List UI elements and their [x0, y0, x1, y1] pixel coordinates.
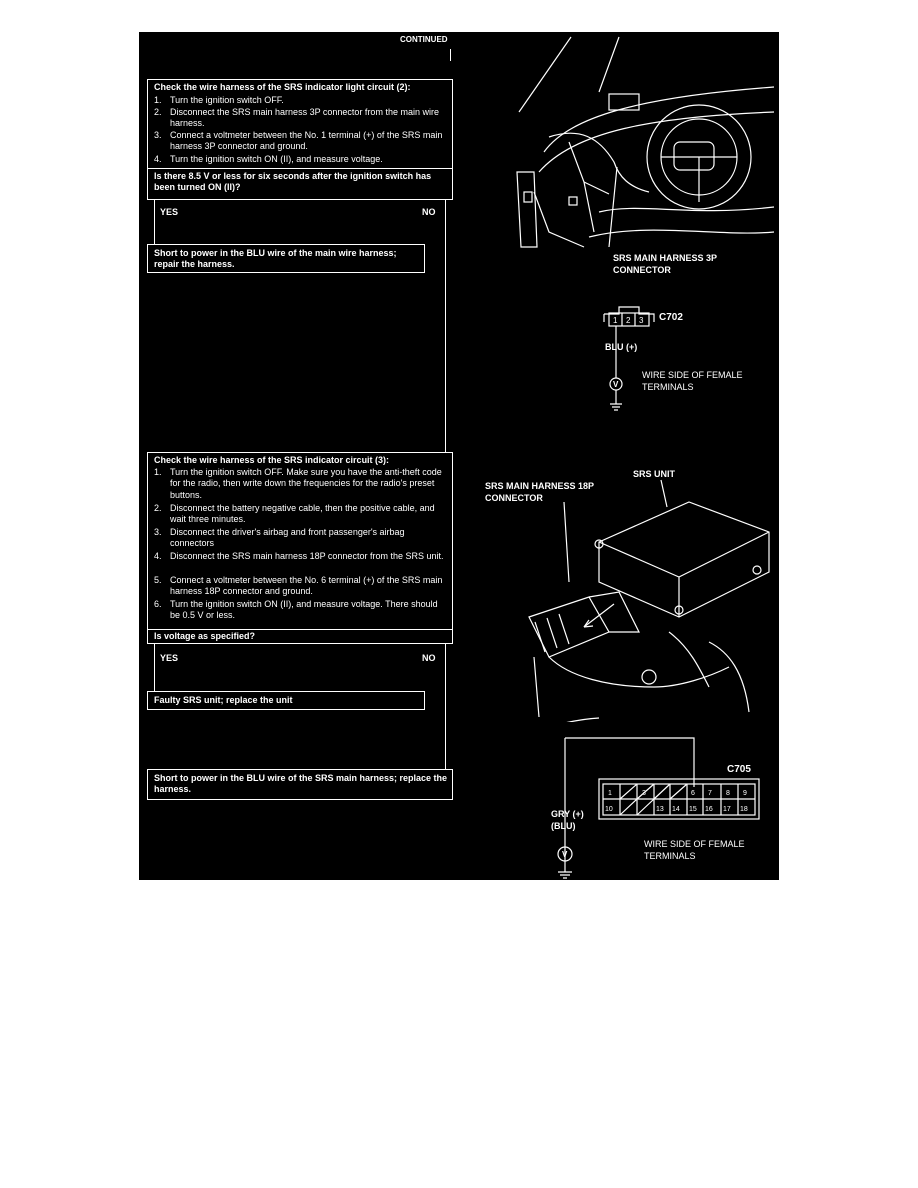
step-text: Turn the ignition switch OFF. — [170, 95, 284, 105]
section1-yes: YES — [160, 207, 179, 217]
c705-wire-label-alt: (BLU) — [551, 821, 576, 831]
step-box-2 — [147, 452, 453, 644]
kick-panel — [517, 172, 537, 247]
section2-step-6 — [154, 599, 448, 622]
dashboard-illustration — [489, 32, 779, 272]
step-text: Disconnect the SRS main harness 18P connector from the SRS unit. — [170, 551, 444, 561]
svg-text:16: 16 — [705, 806, 713, 813]
section1-step-4 — [154, 154, 448, 165]
srs-unit-illustration — [489, 472, 779, 722]
section2-no: NO — [422, 653, 436, 663]
no-line — [445, 200, 446, 453]
c702-side-note: WIRE SIDE OF FEMALE TERMINALS — [642, 370, 743, 392]
pin-3: 3 — [639, 316, 644, 325]
svg-text:14: 14 — [672, 806, 680, 813]
step-text: Turn the ignition switch ON (II), and measure voltage. — [170, 154, 383, 164]
step-number: 1. — [154, 95, 162, 105]
svg-text:7: 7 — [708, 790, 712, 797]
step-text: Turn the ignition switch ON (II), and measure voltage. There should be 0.5 V or less. — [170, 599, 438, 621]
leader-line — [609, 167, 617, 247]
svg-text:9: 9 — [743, 790, 747, 797]
ground-icon — [610, 404, 622, 410]
section2-step-2 — [154, 503, 448, 526]
step-number: 2. — [154, 503, 162, 513]
result-box-3 — [147, 769, 453, 800]
section1-step-1 — [154, 95, 448, 106]
srs-unit-label: SRS UNIT — [633, 469, 676, 479]
svg-text:13: 13 — [656, 806, 664, 813]
connector-leader — [564, 502, 569, 582]
step-number: 4. — [154, 551, 162, 561]
divider — [148, 629, 452, 630]
step-text: Disconnect the driver's airbag and front passenger's airbag connectors — [170, 527, 405, 549]
section2-yes: YES — [160, 653, 179, 663]
section2-step-5 — [154, 575, 448, 598]
c705-wire-label: GRY (+) — [551, 809, 584, 819]
step-number: 3. — [154, 527, 162, 537]
svg-text:10: 10 — [605, 806, 613, 813]
step-box-1 — [147, 79, 453, 200]
divider — [148, 168, 452, 169]
section2-question: Is voltage as specified? — [154, 631, 256, 641]
svg-text:8: 8 — [726, 790, 730, 797]
section1-result-yes: Short to power in the BLU wire of the main wire harness; repair the harness. — [154, 248, 397, 269]
section2-title: Check the wire harness of the SRS indicator circuit (3): — [154, 455, 390, 465]
section2-result-no: Short to power in the BLU wire of the SRS main harness; replace the harness. — [154, 773, 448, 794]
section2-step-4 — [154, 551, 448, 562]
continued-label: CONTINUED — [400, 35, 448, 44]
step-text: Turn the ignition switch OFF. Make sure you have the anti-theft code for the radio, then write down the frequencies for the radio's preset buttons. — [170, 467, 442, 500]
step-text: Connect a voltmeter between the No. 6 terminal (+) of the SRS main harness 18P connector and ground. — [170, 575, 443, 597]
connector-line — [450, 49, 451, 61]
yes-line — [154, 644, 155, 691]
harness-connector — [529, 597, 609, 657]
step-number: 4. — [154, 154, 162, 164]
result-box-1 — [147, 244, 425, 273]
section2-step-1 — [154, 467, 448, 501]
section1-step-2 — [154, 107, 448, 130]
step-number: 5. — [154, 575, 162, 585]
ground-icon — [558, 872, 572, 878]
step-text: Disconnect the SRS main harness 3P connector from the main wire harness. — [170, 107, 439, 129]
yes-line — [154, 200, 155, 244]
svg-text:1: 1 — [608, 790, 612, 797]
srs-unit-leader — [661, 480, 667, 507]
section2-step-3 — [154, 527, 448, 550]
meter-symbol: V — [613, 380, 619, 389]
pin-1: 1 — [613, 316, 618, 325]
step-text: Connect a voltmeter between the No. 1 terminal (+) of the SRS main harness 3P connector and ground. — [170, 130, 443, 152]
c705-label: C705 — [727, 764, 751, 775]
section1-no: NO — [422, 207, 436, 217]
c702-wire-label: BLU (+) — [605, 342, 638, 352]
section1-question: Is there 8.5 V or less for six seconds after the ignition switch has been turned ON (II)? — [154, 171, 432, 192]
c702-connector-diagram — [599, 302, 779, 422]
svg-text:6: 6 — [691, 790, 695, 797]
step-number: 6. — [154, 599, 162, 609]
pin-2: 2 — [626, 316, 631, 325]
svg-text:18: 18 — [740, 806, 748, 813]
step-number: 2. — [154, 107, 162, 117]
step-number: 3. — [154, 130, 162, 140]
section1-title: Check the wire harness of the SRS indicator light circuit (2): — [154, 82, 411, 92]
srs-unit-body — [599, 502, 769, 617]
svg-text:3: 3 — [642, 790, 646, 797]
step-number: 1. — [154, 467, 162, 477]
diagnostic-panel — [139, 32, 779, 880]
section1-step-3 — [154, 130, 448, 153]
c705-side-note: WIRE SIDE OF FEMALE TERMINALS — [644, 839, 745, 861]
c702-label: C702 — [659, 312, 683, 323]
result-box-2 — [147, 691, 425, 710]
harness-18p-label: SRS MAIN HARNESS 18P CONNECTOR — [485, 481, 594, 503]
meter-symbol: V — [562, 850, 568, 859]
windshield-line — [519, 37, 571, 112]
section2-result-yes: Faulty SRS unit; replace the unit — [154, 695, 293, 705]
figure1-label-text: SRS MAIN HARNESS 3P CONNECTOR — [613, 253, 717, 275]
svg-text:17: 17 — [723, 806, 731, 813]
step-text: Disconnect the battery negative cable, then the positive cable, and wait three minutes. — [170, 503, 435, 525]
no-line — [445, 644, 446, 770]
svg-text:15: 15 — [689, 806, 697, 813]
